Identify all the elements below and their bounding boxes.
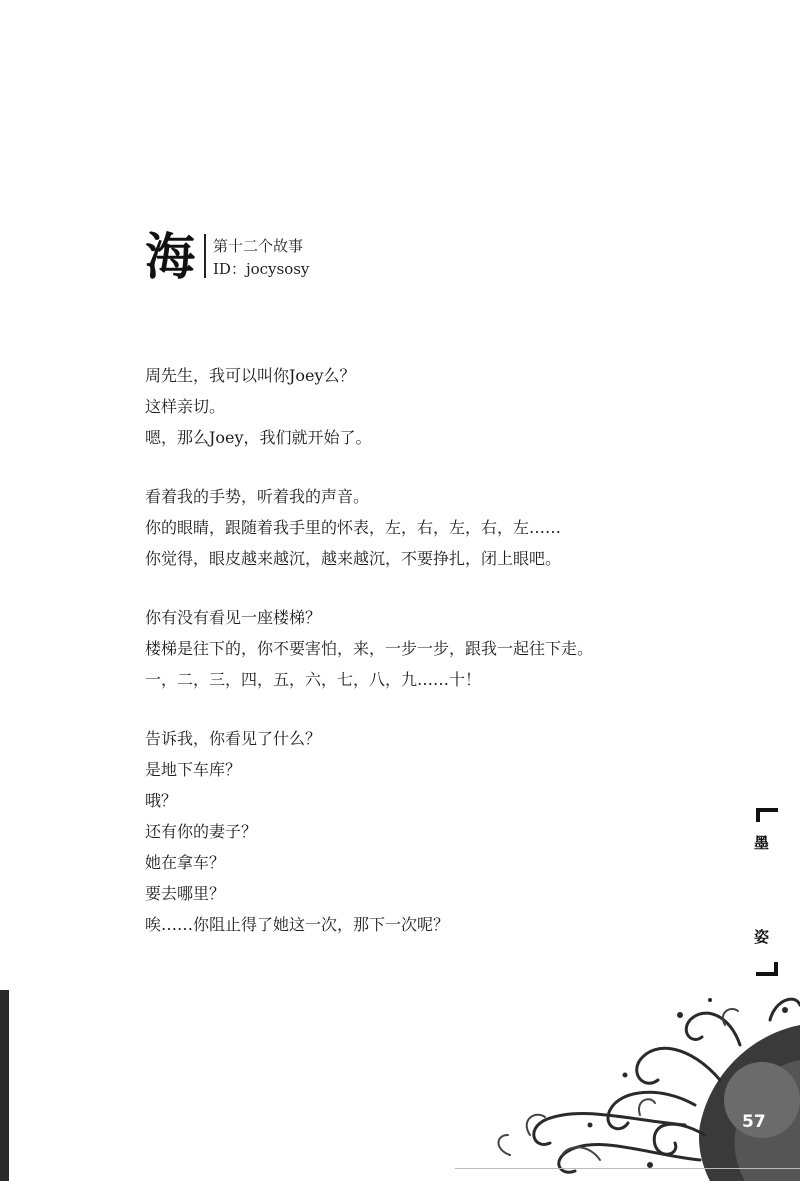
paragraph bbox=[145, 602, 665, 695]
text-line: 看着我的手势，听着我的声音。 bbox=[145, 487, 370, 506]
story-title: 海 bbox=[145, 227, 195, 286]
paragraph bbox=[145, 723, 665, 940]
paragraph bbox=[145, 481, 665, 574]
side-section-tab bbox=[752, 808, 782, 978]
left-page-edge bbox=[0, 990, 9, 1181]
text-line: 你有没有看见一座楼梯？ bbox=[145, 608, 322, 627]
swirl-ornament-icon bbox=[450, 985, 800, 1181]
side-tab-char: 墨 bbox=[754, 834, 770, 852]
text-line: 哦？ bbox=[145, 791, 178, 810]
text-line: 告诉我，你看见了什么？ bbox=[145, 729, 322, 748]
text-line: 嗯，那么Joey，我们就开始了。 bbox=[145, 428, 372, 447]
title-divider bbox=[204, 234, 206, 278]
bracket-bottom bbox=[756, 962, 778, 976]
text-line: 楼梯是往下的，你不要害怕，来，一步一步，跟我一起往下走。 bbox=[145, 639, 594, 658]
text-line: 唉……你阻止得了她这一次，那下一次呢？ bbox=[145, 915, 450, 934]
text-line: 她在拿车？ bbox=[145, 853, 226, 872]
page-number: 57 bbox=[742, 1112, 766, 1132]
text-line: 还有你的妻子？ bbox=[145, 822, 258, 841]
text-line: 你觉得，眼皮越来越沉，越来越沉，不要挣扎，闭上眼吧。 bbox=[145, 549, 562, 568]
side-tab-char: 姿 bbox=[754, 928, 770, 946]
bracket-top bbox=[756, 808, 778, 822]
text-line: 这样亲切。 bbox=[145, 397, 226, 416]
text-line: 一，二，三，四，五，六，七，八，九……十！ bbox=[145, 670, 482, 689]
text-line: 是地下车库？ bbox=[145, 760, 242, 779]
author-id: ID：jocysosy bbox=[213, 260, 310, 278]
text-line: 你的眼睛，跟随着我手里的怀表，左，右，左，右，左…… bbox=[145, 518, 562, 537]
story-body bbox=[145, 360, 665, 968]
story-subtitle: 第十二个故事 bbox=[213, 237, 304, 255]
text-line: 周先生，我可以叫你Joey么？ bbox=[145, 366, 356, 385]
text-line: 要去哪里？ bbox=[145, 884, 226, 903]
page-bottom-rule bbox=[455, 1168, 800, 1169]
paragraph bbox=[145, 360, 665, 453]
